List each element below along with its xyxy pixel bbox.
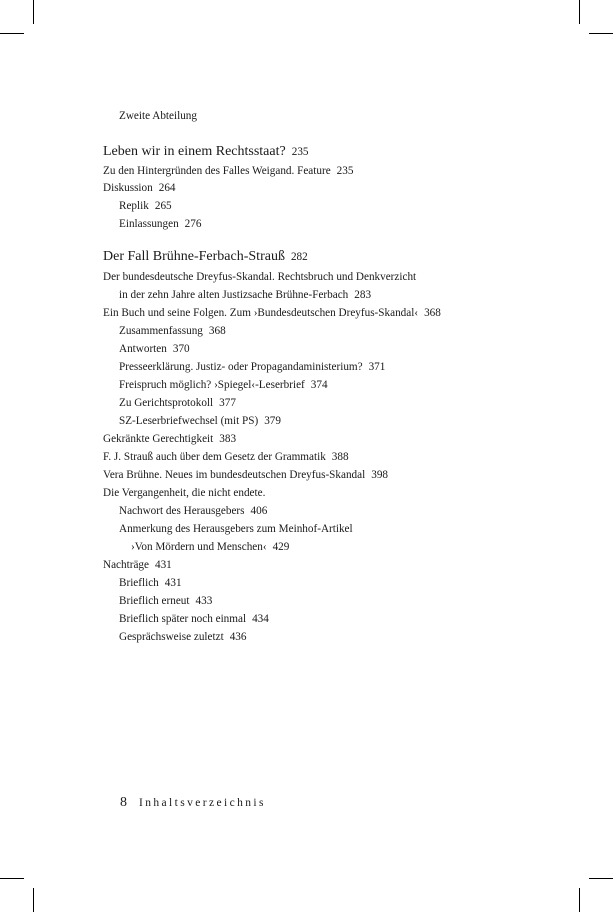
toc-entry[interactable] bbox=[119, 378, 328, 392]
running-title: Inhaltsverzeichnis bbox=[139, 797, 266, 809]
crop-mark-top-left-horizontal bbox=[0, 33, 24, 34]
toc-page-number: 235 bbox=[291, 146, 309, 158]
toc-page-number: 398 bbox=[371, 469, 388, 481]
toc-entry[interactable] bbox=[119, 630, 246, 644]
toc-entry[interactable] bbox=[119, 594, 212, 608]
toc-entry[interactable] bbox=[103, 432, 236, 446]
toc-heading-text: Leben wir in einem Rechtsstaat? bbox=[103, 144, 286, 159]
toc-page-number: 368 bbox=[424, 307, 441, 319]
section-label: Zweite Abteilung bbox=[119, 110, 197, 122]
toc-page-number: 377 bbox=[219, 397, 236, 409]
toc-entry-text: SZ-Leserbriefwechsel (mit PS) bbox=[119, 415, 259, 427]
toc-entry-text: Nachwort des Herausgebers bbox=[119, 505, 245, 517]
toc-page-number: 434 bbox=[252, 613, 269, 625]
toc-page-number: 436 bbox=[229, 631, 247, 643]
toc-page-number: 368 bbox=[208, 325, 226, 337]
crop-mark-bottom-right-horizontal bbox=[589, 878, 613, 879]
toc-entry-text: Diskussion bbox=[103, 182, 153, 194]
toc-entry-text: Vera Brühne. Neues im bundesdeutschen Dreyfus-Skandal bbox=[103, 469, 366, 481]
toc-entry-text: Brieflich bbox=[119, 577, 159, 589]
toc-page-number: 265 bbox=[154, 200, 172, 212]
toc-entry-text: Brieflich später noch einmal bbox=[119, 613, 247, 625]
toc-entry[interactable] bbox=[119, 324, 226, 338]
toc-entry[interactable] bbox=[119, 522, 353, 536]
toc-entry[interactable] bbox=[103, 306, 441, 320]
toc-entry[interactable] bbox=[103, 270, 416, 284]
toc-entry-text: Ein Buch und seine Folgen. Zum ›Bundesdeutschen Dreyfus-Skandal‹ bbox=[103, 307, 419, 319]
toc-page-number: 282 bbox=[290, 251, 308, 263]
toc-page-number: 406 bbox=[250, 505, 268, 517]
toc-entry[interactable] bbox=[119, 576, 182, 590]
toc-entry[interactable] bbox=[119, 288, 371, 302]
crop-mark-bottom-left-vertical bbox=[33, 888, 34, 912]
toc-entry[interactable] bbox=[119, 342, 190, 356]
page-footer bbox=[120, 793, 266, 811]
toc-entry[interactable] bbox=[119, 414, 281, 428]
toc-entry[interactable] bbox=[103, 164, 353, 178]
toc-entry[interactable] bbox=[119, 199, 172, 213]
toc-entry-text: Zu Gerichtsprotokoll bbox=[119, 397, 214, 409]
crop-mark-bottom-left-horizontal bbox=[0, 878, 24, 879]
crop-mark-bottom-right-vertical bbox=[579, 888, 580, 912]
crop-mark-top-right-horizontal bbox=[589, 33, 613, 34]
toc-entry[interactable] bbox=[103, 450, 349, 464]
toc-page-number: 235 bbox=[336, 165, 354, 177]
toc-entry-text: Zusammenfassung bbox=[119, 325, 203, 337]
toc-entry-text: Zu den Hintergründen des Falles Weigand. Feature bbox=[103, 165, 331, 177]
toc-page-number: 283 bbox=[354, 289, 372, 301]
toc-page-number: 379 bbox=[264, 415, 281, 427]
toc-page-number: 383 bbox=[219, 433, 237, 445]
toc-page-number: 276 bbox=[184, 218, 202, 230]
toc-entry[interactable] bbox=[103, 468, 388, 482]
toc-page-number: 431 bbox=[154, 559, 172, 571]
toc-entry[interactable] bbox=[119, 360, 385, 374]
toc-entry[interactable] bbox=[119, 504, 267, 518]
toc-entry-text: F. J. Strauß auch über dem Gesetz der Grammatik bbox=[103, 451, 326, 463]
toc-heading[interactable] bbox=[103, 143, 309, 161]
toc-entry[interactable] bbox=[131, 540, 289, 554]
toc-entry-text: ›Von Mördern und Menschen‹ bbox=[131, 541, 267, 553]
page-number: 8 bbox=[120, 795, 127, 810]
toc-entry[interactable] bbox=[103, 181, 176, 195]
toc-entry-text: Freispruch möglich? ›Spiegel‹-Leserbrief bbox=[119, 379, 305, 391]
toc-page-number: 388 bbox=[331, 451, 349, 463]
crop-mark-top-right-vertical bbox=[579, 0, 580, 24]
toc-entry[interactable] bbox=[119, 612, 269, 626]
toc-page-number: 370 bbox=[172, 343, 190, 355]
toc-entry-text: Replik bbox=[119, 200, 149, 212]
toc-entry[interactable] bbox=[119, 217, 201, 231]
toc-entry-text: Einlassungen bbox=[119, 218, 179, 230]
toc-entry-text: Die Vergangenheit, die nicht endete. bbox=[103, 487, 266, 499]
toc-entry[interactable] bbox=[103, 486, 265, 500]
toc-page-number: 264 bbox=[158, 182, 176, 194]
toc-entry-text: Presseerklärung. Justiz- oder Propagandaministerium? bbox=[119, 361, 363, 373]
toc-entry-text: Anmerkung des Herausgebers zum Meinhof-Artikel bbox=[119, 523, 353, 535]
toc-heading[interactable] bbox=[103, 248, 308, 266]
toc-entry-text: Der bundesdeutsche Dreyfus-Skandal. Rechtsbruch und Denkverzicht bbox=[103, 271, 417, 283]
toc-entry[interactable] bbox=[119, 396, 236, 410]
toc-heading-text: Der Fall Brühne-Ferbach-Strauß bbox=[103, 249, 285, 264]
toc-entry[interactable] bbox=[103, 558, 172, 572]
crop-mark-top-left-vertical bbox=[33, 0, 34, 24]
toc-entry-text: Gekränkte Gerechtigkeit bbox=[103, 433, 214, 445]
toc-page-number: 371 bbox=[368, 361, 386, 373]
toc-entry-text: Nachträge bbox=[103, 559, 149, 571]
toc-page-number: 374 bbox=[310, 379, 328, 391]
toc-entry-text: Gesprächsweise zuletzt bbox=[119, 631, 224, 643]
toc-page-number: 431 bbox=[164, 577, 182, 589]
toc-page-number: 433 bbox=[195, 595, 213, 607]
toc-entry-text: Brieflich erneut bbox=[119, 595, 190, 607]
toc-entry-text: Antworten bbox=[119, 343, 167, 355]
toc-entry-text: in der zehn Jahre alten Justizsache Brühne-Ferbach bbox=[119, 289, 349, 301]
toc-page-number: 429 bbox=[272, 541, 290, 553]
